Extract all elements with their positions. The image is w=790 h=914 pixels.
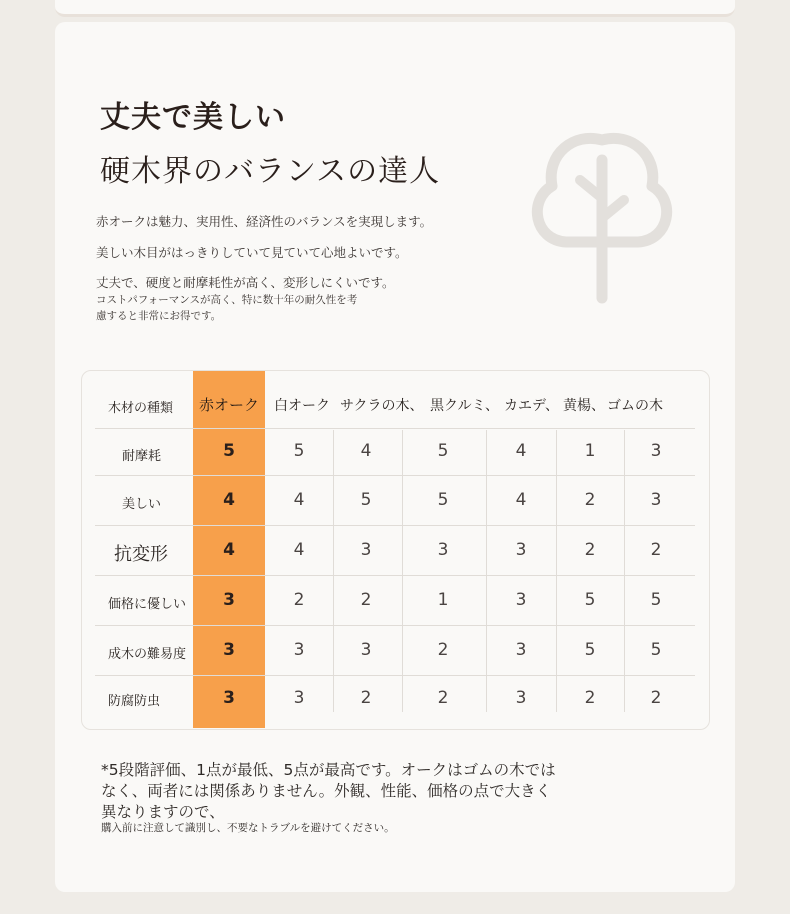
column-header: 黒クルミ、 <box>430 398 500 414</box>
description-line: 丈夫で、硬度と耐摩耗性が高く、変形しにくいです。 <box>96 275 395 290</box>
table-cell: 5 <box>293 441 305 461</box>
table-cell: 5 <box>360 490 372 510</box>
tree-icon <box>528 120 676 305</box>
column-header: 赤オーク <box>199 396 260 414</box>
footnote-line: 購入前に注意して識別し、不要なトラブルを避けてください。 <box>101 822 395 834</box>
page-subtitle: 硬木界のバランスの達人 <box>100 154 441 189</box>
table-cell: 2 <box>293 590 305 610</box>
table-cell: 3 <box>293 640 305 660</box>
table-cell: 4 <box>223 540 235 560</box>
table-cell: 2 <box>584 490 596 510</box>
table-cell: 2 <box>650 688 662 708</box>
table-divider <box>333 430 334 712</box>
table-cell: 2 <box>650 540 662 560</box>
description-line: 慮すると非常にお得です。 <box>96 310 222 322</box>
table-cell: 3 <box>223 640 235 660</box>
table-cell: 3 <box>515 540 527 560</box>
table-cell: 3 <box>437 540 449 560</box>
table-cell: 5 <box>437 441 449 461</box>
table-cell: 1 <box>584 441 596 461</box>
table-cell: 2 <box>360 590 372 610</box>
table-divider <box>95 475 695 476</box>
row-label: 防腐防虫 <box>108 694 161 709</box>
table-divider <box>624 430 625 712</box>
table-cell: 5 <box>584 640 596 660</box>
row-label: 成木の難易度 <box>108 647 187 662</box>
table-cell: 4 <box>360 441 372 461</box>
table-cell: 3 <box>293 688 305 708</box>
table-cell: 2 <box>360 688 372 708</box>
table-cell: 3 <box>223 688 235 708</box>
row-label: 価格に優しい <box>108 597 187 612</box>
table-divider <box>95 428 695 429</box>
description-line: コストパフォーマンスが高く、特に数十年の耐久性を考 <box>96 294 358 306</box>
table-cell: 4 <box>515 490 527 510</box>
table-cell: 1 <box>437 590 449 610</box>
column-header: カエデ、 <box>504 398 560 414</box>
table-divider <box>95 525 695 526</box>
table-cell: 5 <box>437 490 449 510</box>
table-cell: 3 <box>360 640 372 660</box>
footnote-line: なく、両者には関係ありません。外観、性能、価格の点で大きく <box>101 782 552 800</box>
table-divider <box>95 625 695 626</box>
previous-card <box>55 0 735 17</box>
table-cell: 5 <box>650 590 662 610</box>
table-cell: 5 <box>223 441 235 461</box>
table-divider <box>95 675 695 676</box>
table-cell: 2 <box>437 688 449 708</box>
table-cell: 3 <box>515 590 527 610</box>
table-cell: 2 <box>584 540 596 560</box>
description-line: 美しい木目がはっきりしていて見ていて心地よいです。 <box>96 245 408 260</box>
row-label: 抗変形 <box>114 544 168 565</box>
row-label: 耐摩耗 <box>122 449 162 464</box>
table-divider <box>556 430 557 712</box>
footnote-line: 異なりますので、 <box>101 803 225 821</box>
column-header: サクラの木、 <box>340 398 424 414</box>
row-label: 美しい <box>122 497 162 512</box>
table-cell: 5 <box>650 640 662 660</box>
table-cell: 3 <box>650 490 662 510</box>
table-cell: 3 <box>515 688 527 708</box>
table-cell: 3 <box>360 540 372 560</box>
column-header: ゴムの木 <box>607 398 663 414</box>
table-cell: 3 <box>650 441 662 461</box>
table-cell: 4 <box>293 490 305 510</box>
table-cell: 3 <box>515 640 527 660</box>
table-cell: 4 <box>223 490 235 510</box>
table-cell: 5 <box>584 590 596 610</box>
column-header: 黄楊、 <box>563 398 605 414</box>
column-header: 白オーク <box>274 398 330 414</box>
table-cell: 2 <box>437 640 449 660</box>
table-cell: 4 <box>293 540 305 560</box>
table-divider <box>402 430 403 712</box>
table-corner-label: 木材の種類 <box>108 401 174 416</box>
table-cell: 2 <box>584 688 596 708</box>
table-divider <box>486 430 487 712</box>
footnote-line: *5段階評価、1点が最低、5点が最高です。オークはゴムの木では <box>101 761 556 779</box>
description-line: 赤オークは魅力、実用性、経済性のバランスを実現します。 <box>96 214 433 229</box>
table-cell: 4 <box>515 441 527 461</box>
page-title: 丈夫で美しい <box>100 100 286 135</box>
table-cell: 3 <box>223 590 235 610</box>
table-divider <box>95 575 695 576</box>
